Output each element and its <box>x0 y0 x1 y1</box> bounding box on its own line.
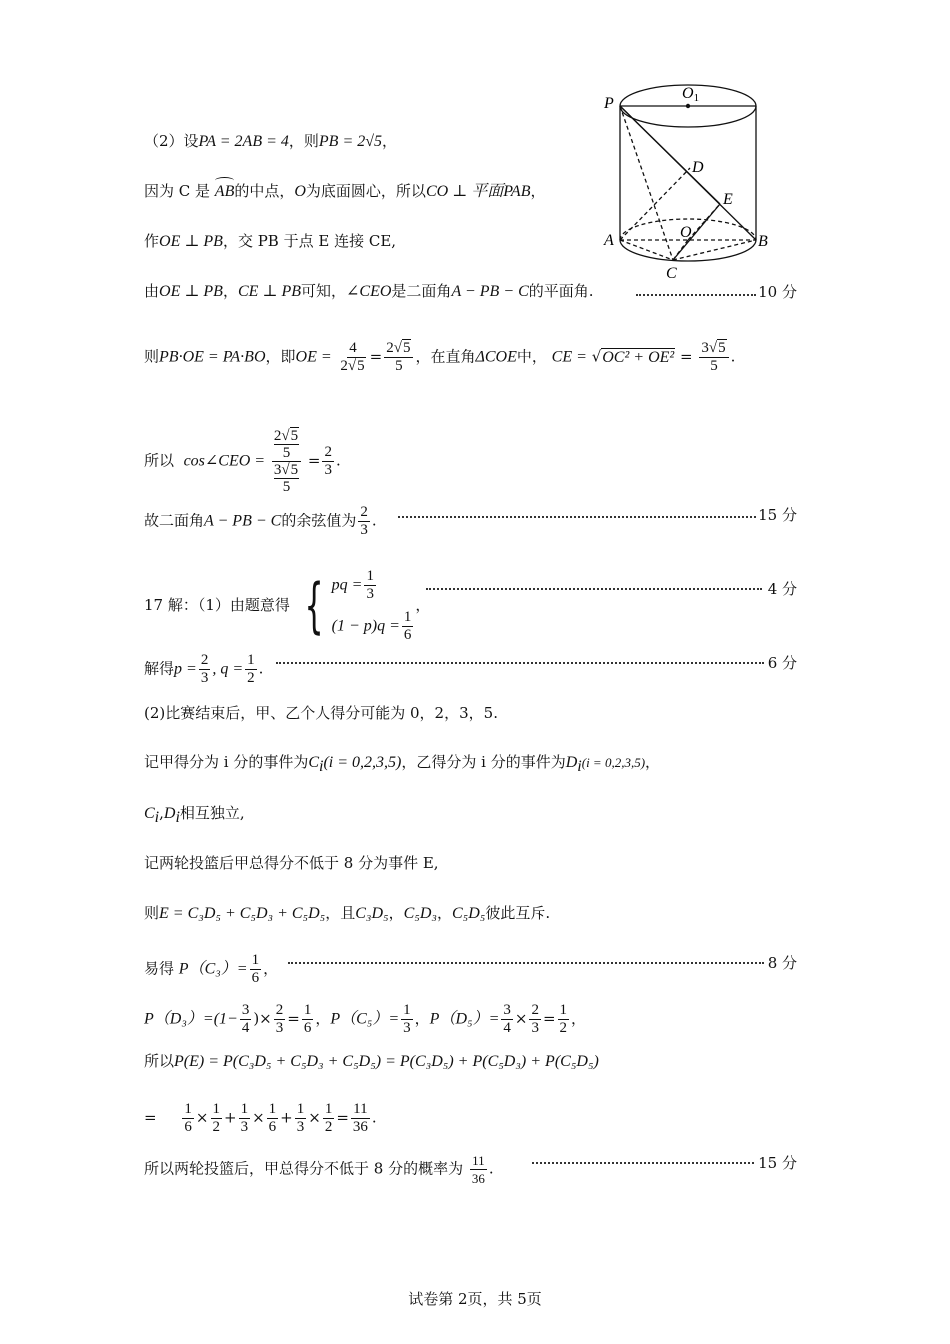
score-8: 8 分 <box>767 954 797 972</box>
p2-line-1: （2）设PA = 2AB = 4，则PB = 2√5， <box>144 132 398 150</box>
score-10: 10 分 <box>758 283 797 301</box>
label-E: E <box>723 191 733 208</box>
q17-line-10: 所以P(E) = P(C₃D₅ + C₅D₃ + C₅D₅) = P(C₃D₅) + P(C₅D₃) + P(C₅D₅) <box>144 1052 599 1070</box>
dots-4 <box>426 588 762 590</box>
q17-line-3: (2)比赛结束后，甲、乙个人得分可能为 0，2，3，5. <box>144 704 498 722</box>
q17-line-1: 17 解：（1）由题意得 { pq = $\frac{1}{3}$ (1 − p)q = $\frac{1}{6}$ ， <box>144 568 431 643</box>
dots-6 <box>276 662 764 664</box>
p2-line-6: 所以 cos∠CEO = 2√5 5 3√5 5 = $\frac{2}{3}$ . <box>144 428 341 495</box>
q17-line-7: 则E = C₃D₅ + C₅D₃ + C₅D₅，且C₃D₅，C₅D₃，C₅D₅彼此互斥. <box>144 904 551 922</box>
q17-line-6: 记两轮投篮后甲总得分不低于 8 分为事件 E, <box>144 854 439 872</box>
p2-line-5: 则PB·OE = PA·BO，即OE = $\frac{4}{2√5}$ = $\frac{2√5}{5}$ ，在直角ΔCOE中， CE = √OC² + OE² = $\frac{3√5}{5}$ . <box>144 340 736 374</box>
line-OC <box>673 240 688 260</box>
label-D: D <box>692 159 704 176</box>
q17-line-4: 记甲得分为 i 分的事件为$C_i(i = 0,2,3,5)$，乙得分为 i 分的事件为$D_i(i = 0,2,3,5)$， <box>144 753 661 775</box>
q17-line-12: 所以两轮投篮后，甲总得分不低于 8 分的概率为 $\frac{11}{36}$ . <box>144 1153 494 1186</box>
label-C: C <box>666 265 677 282</box>
label-A: A <box>604 232 614 249</box>
dots-10 <box>636 294 756 296</box>
q17-line-11: = $\frac{1}{6}$ × $\frac{1}{2}$ + $\frac{1}{3}$ × $\frac{1}{6}$ + $\frac{1}{3}$ × $\frac{1}{2}$ = $\frac{11}{36}$ . <box>144 1101 377 1135</box>
page-footer: 试卷第 2页，共 5页 <box>408 1290 542 1308</box>
label-P: P <box>604 95 614 112</box>
p2-line-2: 因为 C 是 AB的中点，O为底面圆心，所以CO ⊥ 平面PAB， <box>144 181 546 202</box>
q17-line-2: 解得p = $\frac{2}{3}$ , q = $\frac{1}{2}$ . <box>144 652 264 686</box>
score-15b: 15 分 <box>758 1154 797 1172</box>
p2-line-7: 故二面角A − PB − C的余弦值为 $\frac{2}{3}$ . <box>144 504 377 538</box>
score-6: 6 分 <box>767 654 797 672</box>
q17-line-9: P（D₃）=(1− $\frac{3}{4}$ )× $\frac{2}{3}$ = $\frac{1}{6}$ ，P（C₅）= $\frac{1}{3}$ ，P（D₅）= $\frac{3}{4}$ × $\frac{2}{3}$ = $\frac{1}{2}$ ， <box>144 1002 587 1036</box>
p2-line-4: 由OE ⊥ PB，CE ⊥ PB可知，∠CEO是二面角A − PB − C的平面角. <box>144 282 594 300</box>
line-PC <box>620 106 673 260</box>
score-4: 4 分 <box>767 580 797 598</box>
bottom-front-arc <box>620 240 756 261</box>
dots-8 <box>288 962 764 964</box>
cylinder-figure <box>598 82 778 282</box>
p2-line-3: 作OE ⊥ PB，交 PB 于点 E 连接 CE, <box>144 232 397 250</box>
score-15a: 15 分 <box>758 506 797 524</box>
label-O1: O1 <box>682 85 700 104</box>
q17-line-5: $C_i,D_i$相互独立, <box>144 804 245 826</box>
label-O: O <box>680 224 692 241</box>
q17-line-8: 易得 P（C₃）= $\frac{1}{6}$ ， <box>144 952 279 986</box>
dots-15a <box>398 516 756 518</box>
dots-15b <box>532 1162 754 1164</box>
label-B: B <box>758 233 768 250</box>
